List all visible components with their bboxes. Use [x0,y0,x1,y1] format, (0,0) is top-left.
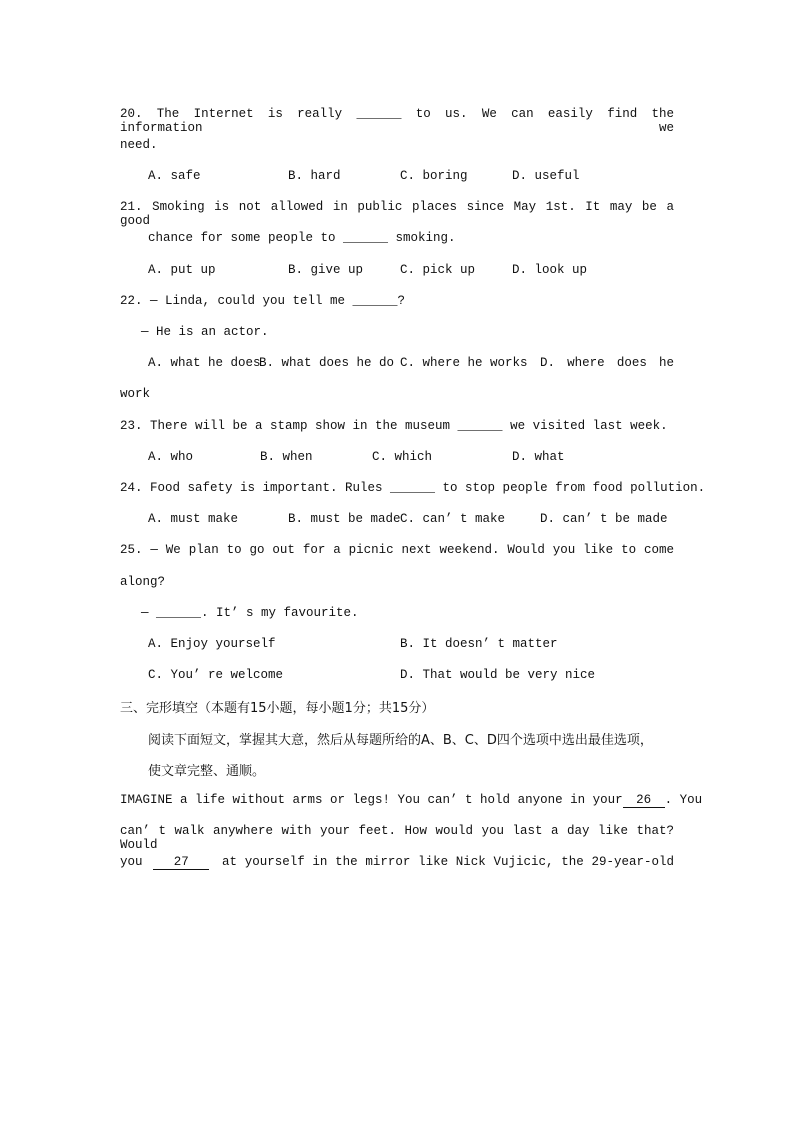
passage-line-1 [120,793,703,808]
q24-option-b: B. must be made [288,512,401,526]
q22-option-d-cont: work [120,387,151,401]
q20-stem-cont: need. [120,138,158,152]
q22-stem: 22. — Linda, could you tell me ______? [120,294,406,308]
q23-option-b: B. when [260,450,313,464]
q25-stem: 25. — We plan to go out for a picnic next weekend. Would you like to come [120,543,674,557]
q20-option-d: D. useful [512,169,580,183]
passage-blank-26-wrap [623,793,703,808]
q25-option-d: D. That would be very nice [400,668,596,682]
q21-option-c: C. pick up [400,263,476,277]
section3-instruction: 阅读下面短文，掌握其大意，然后从每题所给的A、B、C、D四个选项中选出最佳选项， [148,733,653,748]
section3-instruction-cont: 使文章完整、通顺。 [148,764,266,779]
q25-option-b: B. It doesn’ t matter [400,637,558,651]
q24-option-d: D. can’ t be made [540,512,668,526]
passage-text: . You [664,793,703,807]
q25-option-a: A. Enjoy yourself [148,637,276,651]
q22-option-a: A. what he does [148,356,261,370]
q23-option-c: C. which [372,450,433,464]
q20-option-b: B. hard [288,169,341,183]
q22-response: — He is an actor. [141,325,269,339]
q21-stem: 21. Smoking is not allowed in public places since May 1st. It may be a good [120,200,674,228]
q22-option-d: D. where does he [540,356,674,370]
q20-option-c: C. boring [400,169,468,183]
q25-stem-cont: along? [120,575,166,589]
q24-option-a: A. must make [148,512,239,526]
q25-option-c: C. You’ re welcome [148,668,284,682]
q23-option-a: A. who [148,450,194,464]
q24-option-c: C. can’ t make [400,512,506,526]
q24-stem: 24. Food safety is important. Rules ______ to stop people from food pollution. [120,481,706,495]
blank-27: 27 [153,855,209,870]
q20-stem: 20. The Internet is really ______ to us. We can easily find the information we [120,107,674,135]
passage-text: IMAGINE a life without arms or legs! You can’ t hold anyone in your [120,793,623,807]
q23-option-d: D. what [512,450,565,464]
q25-response: — ______. It’ s my favourite. [141,606,359,620]
q21-option-b: B. give up [288,263,364,277]
passage-line-3 [120,855,674,870]
blank-26: 26 [623,793,665,808]
passage-text: you [120,855,143,869]
q22-option-b: B. what does he do [259,356,395,370]
section3-title: 三、完形填空（本题有15小题，每小题1分；共15分） [120,701,435,716]
q22-option-c: C. where he works [400,356,528,370]
passage-line-2: can’ t walk anywhere with your feet. How would you last a day like that? Would [120,824,674,852]
q20-option-a: A. safe [148,169,201,183]
q21-option-a: A. put up [148,263,216,277]
passage-text: at yourself in the mirror like Nick Vujicic, the 29-year-old [221,855,674,869]
q23-stem: 23. There will be a stamp show in the museum ______ we visited last week. [120,419,668,433]
q21-option-d: D. look up [512,263,588,277]
q21-stem-cont: chance for some people to ______ smoking. [148,231,456,245]
